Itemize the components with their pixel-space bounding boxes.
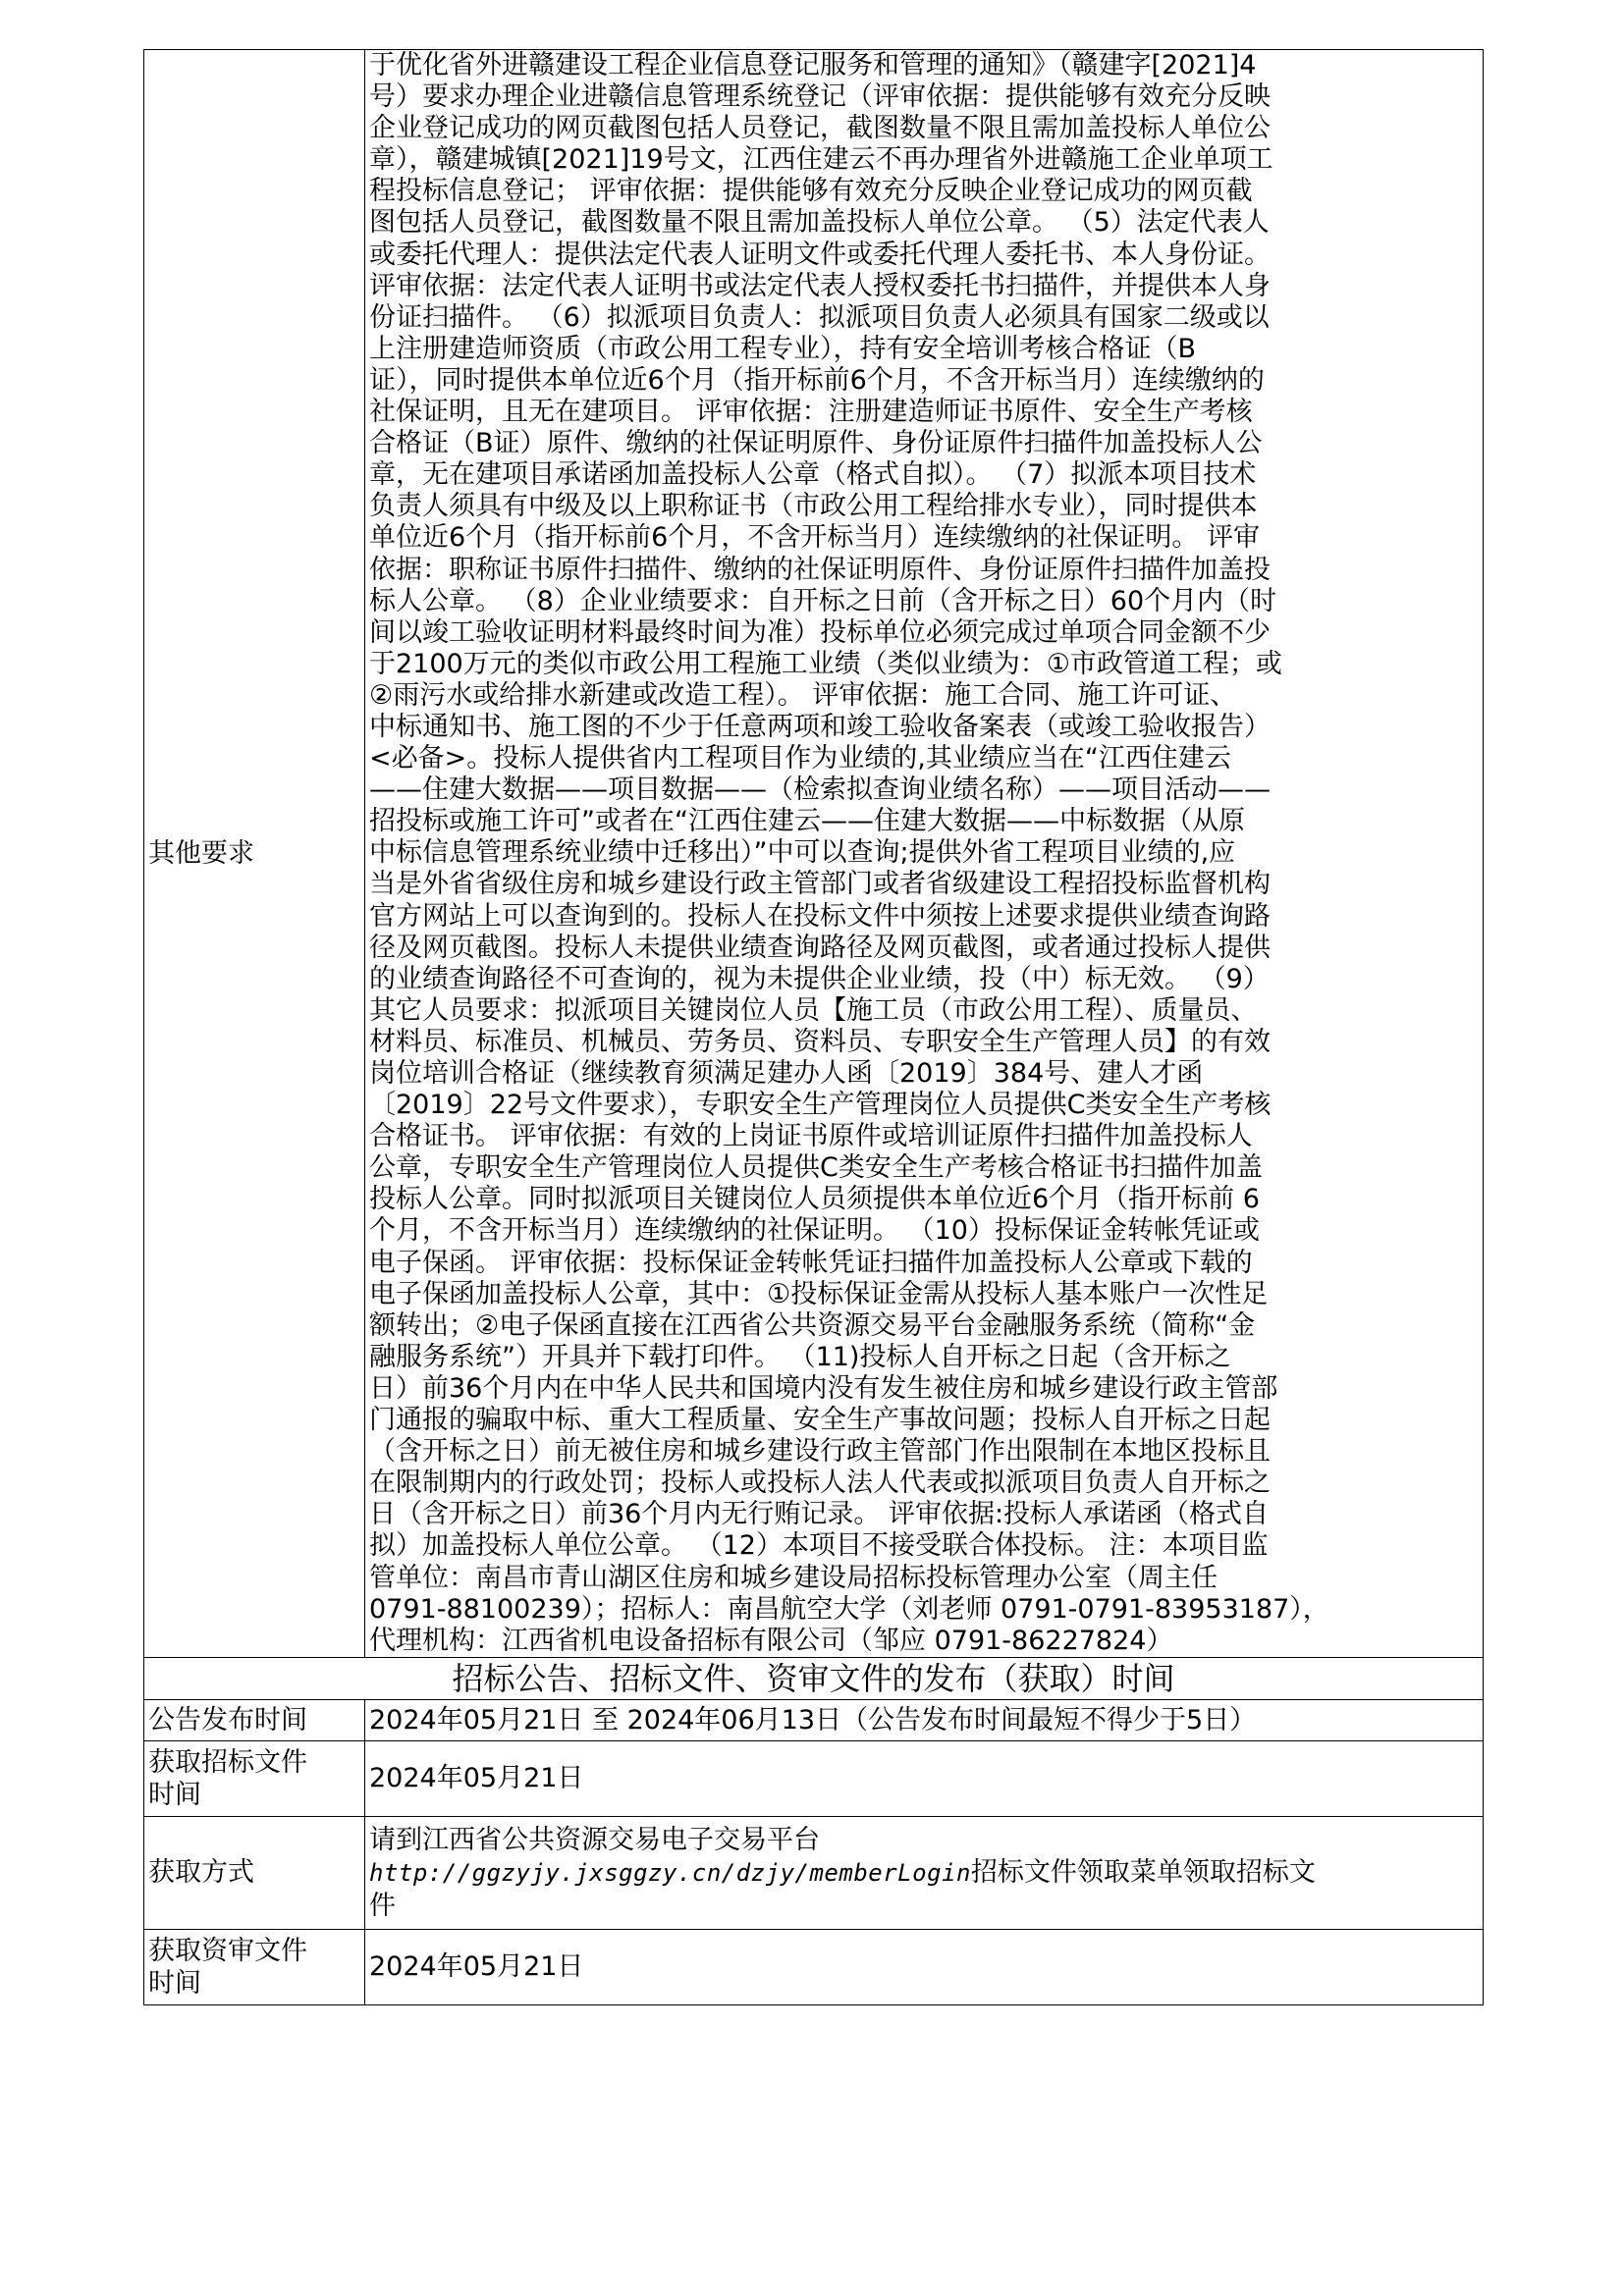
announce-time-label: 公告发布时间 [144,1699,365,1740]
requirement-line: 评审依据：法定代表人证明书或法定代表人授权委托书扫描件，并提供本人身 [369,270,1271,301]
requirement-line: 章），赣建城镇[2021]19号文，江西住建云不再办理省外进赣施工企业单项工 [369,144,1273,176]
other-requirements-label: 其他要求 [144,50,365,1658]
requirement-line: 中标信息管理系统业绩中迁移出）”中可以查询;提供外省工程项目业绩的,应 [369,837,1236,869]
requirement-line: 官方网站上可以查询到的。投标人在投标文件中须按上述要求提供业绩查询路 [369,900,1271,932]
section-heading: 招标公告、招标文件、资审文件的发布（获取）时间 [144,1657,1484,1699]
requirement-line: 于2100万元的类似市政公用工程施工业绩（类似业绩为：①市政管道工程；或 [369,648,1282,679]
requirement-line: 图包括人员登记，截图数量不限且需加盖投标人单位公章。 （5）法定代表人 [369,207,1270,239]
requirement-line: 的业绩查询路径不可查询的，视为未提供企业业绩，投（中）标无效。 （9） [369,963,1270,994]
requirement-line: 合格证书。 评审依据：有效的上岗证书原件或培训证原件扫描件加盖投标人 [369,1121,1253,1152]
requirement-line: 公章，专职安全生产管理岗位人员提供C类安全生产考核合格证书扫描件加盖 [369,1152,1263,1184]
requirement-line: 当是外省省级住房和城乡建设行政主管部门或者省级建设工程招投标监督机构 [369,869,1271,900]
get-docs-time-value: 2024年05月21日 [365,1740,1484,1816]
requirement-line: 企业登记成功的网页截图包括人员登记，截图数量不限且需加盖投标人单位公 [369,113,1271,144]
requirement-line: 或委托代理人：提供法定代表人证明文件或委托代理人委托书、本人身份证。 [369,239,1271,270]
requirement-line: （含开标之日）前无被住房和城乡建设行政主管部门作出限制在本地区投标且 [369,1436,1271,1468]
requirement-line: 门通报的骗取中标、重大工程质量、安全生产事故问题；投标人自开标之日起 [369,1405,1271,1436]
requirement-line: 个月，不含开标当月）连续缴纳的社保证明。 （10）投标保证金转帐凭证或 [369,1215,1260,1247]
requirement-line: 日（含开标之日）前36个月内无行贿记录。 评审依据:投标人承诺函（格式自 [369,1499,1270,1530]
announce-time-value: 2024年05月21日 至 2024年06月13日（公告发布时间最短不得少于5日） [365,1699,1484,1740]
get-method-line-1: 请到江西省公共资源交易电子交易平台 [369,1824,820,1855]
requirement-line: 于优化省外进赣建设工程企业信息登记服务和管理的通知》（赣建字[2021]4 [369,50,1257,80]
requirement-line: 依据：职称证书原件扫描件、缴纳的社保证明原件、身份证原件扫描件加盖投 [369,554,1271,585]
section-heading-row [144,1657,1484,1699]
get-qual-time-row [144,1929,1484,2004]
requirement-line: 号）要求办理企业进赣信息管理系统登记（评审依据：提供能够有效充分反映 [369,81,1271,113]
requirement-line: ——住建大数据——项目数据——（检索拟查询业绩名称）——项目活动—— [369,774,1271,806]
requirement-line: 上注册建造师资质（市政公用工程专业），持有安全培训考核合格证（B [369,333,1197,364]
get-qual-time-value: 2024年05月21日 [365,1929,1484,2004]
requirement-line: 社保证明，且无在建项目。 评审依据：注册建造师证书原件、安全生产考核 [369,397,1253,428]
requirement-line: 〔2019〕22号文件要求），专职安全生产管理岗位人员提供C类安全生产考核 [369,1090,1272,1121]
requirement-line: 证），同时提供本单位近6个月（指开标前6个月，不含开标当月）连续缴纳的 [369,364,1265,396]
requirement-line: 份证扫描件。 （6）拟派项目负责人：拟派项目负责人必须具有国家二级或以 [369,301,1270,333]
get-method-line-3: 件 [369,1890,396,1921]
requirement-line: 标人公章。 （8）企业业绩要求：自开标之日前（含开标之日）60个月内（时 [369,585,1277,616]
requirement-line: 单位近6个月（指开标前6个月，不含开标当月）连续缴纳的社保证明。 评审 [369,522,1260,554]
requirement-line: 间以竣工验收证明材料最终时间为准）投标单位必须完成过单项合同金额不少 [369,616,1271,648]
requirement-line: 管单位：南昌市青山湖区住房和城乡建设局招标投标管理办公室（周主任 [369,1562,1218,1593]
requirement-line: 材料员、标准员、机械员、劳务员、资料员、专职安全生产管理人员】的有效 [369,1026,1271,1057]
get-method-line-2: http://ggzyjy.jxsggzy.cn/dzjy/memberLogin招标文件领取菜单领取招标文 [369,1856,1316,1888]
requirement-line: 代理机构：江西省机电设备招标有限公司（邹应 0791-86227824） [369,1625,1173,1656]
requirement-line: 程投标信息登记； 评审依据：提供能够有效充分反映企业登记成功的网页截 [369,176,1253,207]
requirement-line: 额转出；②电子保函直接在江西省公共资源交易平台金融服务系统（简称“金 [369,1309,1256,1341]
requirement-line: 融服务系统”）开具并下载打印件。 （11)投标人自开标之日起（含开标之 [369,1341,1231,1372]
requirement-line: 章，无在建项目承诺函加盖投标人公章（格式自拟）。 （7）拟派本项目技术 [369,459,1257,491]
requirement-line: ②雨污水或给排水新建或改造工程）。 评审依据：施工合同、施工许可证、 [369,679,1237,711]
requirement-line: 在限制期内的行政处罚；投标人或投标人法人代表或拟派项目负责人自开标之 [369,1468,1271,1499]
get-docs-time-label: 获取招标文件 时间 [144,1740,365,1816]
requirement-line: 电子保函。 评审依据：投标保证金转帐凭证扫描件加盖投标人公章或下载的 [369,1247,1253,1278]
requirement-line: 招投标或施工许可”或者在“江西住建云——住建大数据——中标数据（从原 [369,806,1245,837]
get-qual-time-label: 获取资审文件 时间 [144,1929,365,2004]
platform-url-link[interactable]: http://ggzyjy.jxsggzy.cn/dzjy/memberLogin [369,1858,971,1887]
get-method-row [144,1816,1484,1929]
requirement-line: 投标人公章。同时拟派项目关键岗位人员须提供本单位近6个月（指开标前 6 [369,1184,1260,1215]
requirement-line: 中标通知书、施工图的不少于任意两项和竣工验收备案表（或竣工验收报告） [369,711,1271,742]
requirement-line: 径及网页截图。投标人未提供业绩查询路径及网页截图，或者通过投标人提供 [369,932,1271,963]
get-method-value [365,1816,1484,1929]
requirement-line: 负责人须具有中级及以上职称证书（市政公用工程给排水专业），同时提供本 [369,491,1258,522]
get-docs-time-row [144,1740,1484,1816]
requirement-line: 0791-88100239）；招标人：南昌航空大学（刘老师 0791-0791-83953187）， [369,1593,1329,1625]
requirement-line: 日）前36个月内在中华人民共和国境内没有发生被住房和城乡建设行政主管部 [369,1372,1278,1404]
tender-info-table [143,49,1484,2005]
other-requirements-text [365,50,1484,1658]
requirement-line: 其它人员要求：拟派项目关键岗位人员【施工员（市政公用工程）、质量员、 [369,994,1258,1026]
get-method-label: 获取方式 [144,1816,365,1929]
requirement-line: 电子保函加盖投标人公章，其中：①投标保证金需从投标人基本账户一次性足 [369,1278,1269,1309]
requirement-line: 岗位培训合格证（继续教育须满足建办人函〔2019〕384号、建人才函 [369,1058,1204,1089]
announce-time-row [144,1699,1484,1740]
other-requirements-row [144,50,1484,1658]
requirement-line: 合格证（B证）原件、缴纳的社保证明原件、身份证原件扫描件加盖投标人公 [369,428,1263,459]
requirement-line: 拟）加盖投标人单位公章。 （12）本项目不接受联合体投标。 注：本项目监 [369,1530,1269,1562]
requirement-line: <必备>。投标人提供省内工程项目作为业绩的,其业绩应当在“江西住建云 [369,743,1231,774]
